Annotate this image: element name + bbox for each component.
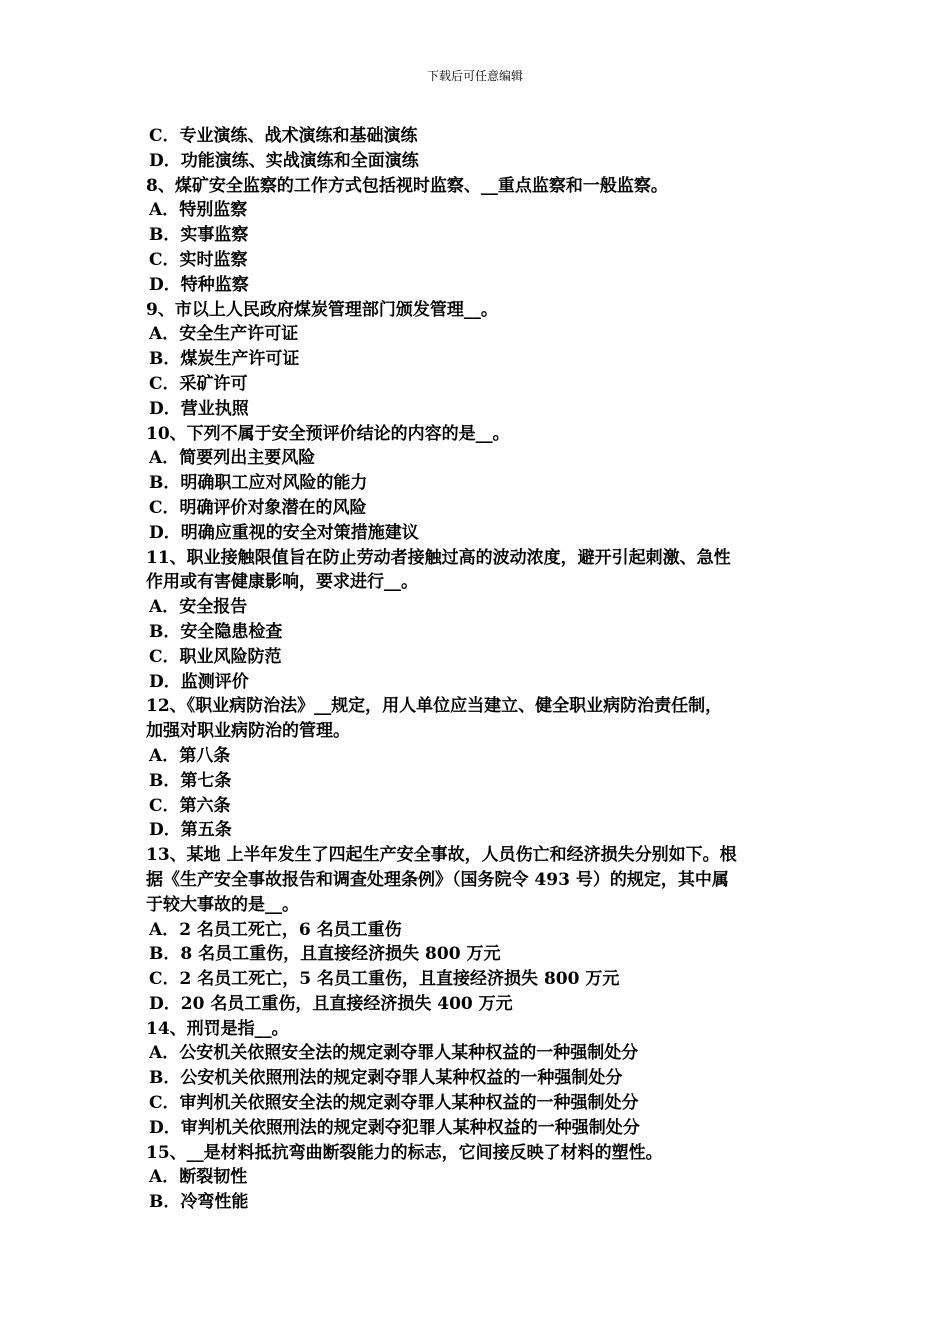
answer-option: C．明确评价对象潜在的风险 [149, 497, 367, 518]
answer-option: A．特别监察 [149, 200, 248, 221]
answer-option: D．审判机关依照刑法的规定剥夺犯罪人某种权益的一种强制处分 [149, 1117, 640, 1138]
answer-option: A．简要列出主要风险 [149, 448, 316, 469]
question-text: 加强对职业病防治的管理。 [146, 721, 350, 742]
answer-option: C．第六条 [149, 795, 231, 816]
answer-option: B．煤炭生产许可证 [149, 349, 300, 370]
question-text: 10、下列不属于安全预评价结论的内容的是__。 [146, 423, 510, 444]
answer-option: A．断裂韧性 [149, 1167, 248, 1188]
answer-option: B．8 名员工重伤，且直接经济损失 800 万元 [149, 944, 501, 965]
answer-option: A．公安机关依照安全法的规定剥夺罪人某种权益的一种强制处分 [149, 1043, 639, 1064]
answer-option: C．采矿许可 [149, 373, 248, 394]
answer-option: D．20 名员工重伤，且直接经济损失 400 万元 [149, 993, 513, 1014]
question-text: 于较大事故的是__。 [146, 894, 299, 915]
document-body [146, 124, 811, 1215]
answer-option: B．冷弯性能 [149, 1192, 249, 1213]
question-text: 9、市以上人民政府煤炭管理部门颁发管理__。 [146, 299, 498, 320]
answer-option: D．明确应重视的安全对策措施建议 [149, 522, 419, 543]
answer-option: A．安全生产许可证 [149, 324, 299, 345]
answer-option: C．审判机关依照安全法的规定剥夺罪人某种权益的一种强制处分 [149, 1093, 639, 1114]
answer-option: B．安全隐患检查 [149, 621, 283, 642]
answer-option: D．特种监察 [149, 274, 249, 295]
answer-option: A．2 名员工死亡，6 名员工重伤 [149, 919, 402, 940]
question-text: 作用或有害健康影响，要求进行__。 [146, 572, 418, 593]
question-text: 13、某地 上半年发生了四起生产安全事故，人员伤亡和经济损失分别如下。根 [146, 845, 737, 866]
page-header: 下载后可任意编辑 [426, 69, 523, 83]
answer-option: D．第五条 [149, 820, 232, 841]
answer-option: B．实事监察 [149, 225, 249, 246]
answer-option: A．安全报告 [149, 597, 248, 618]
answer-option: D．营业执照 [149, 398, 249, 419]
answer-option: C．职业风险防范 [149, 646, 282, 667]
answer-option: C．专业演练、战术演练和基础演练 [149, 126, 418, 146]
answer-option: B．明确职工应对风险的能力 [149, 473, 368, 494]
answer-option: B．第七条 [149, 770, 232, 791]
answer-option: C．2 名员工死亡，5 名员工重伤，且直接经济损失 800 万元 [149, 969, 620, 990]
question-text: 11、职业接触限值旨在防止劳动者接触过高的波动浓度，避开引起刺激、急性 [146, 547, 731, 568]
question-text: 8、煤矿安全监察的工作方式包括视时监察、__重点监察和一般监察。 [146, 175, 668, 196]
question-text: 14、刑罚是指__。 [146, 1018, 289, 1039]
question-text: 15、__是材料抵抗弯曲断裂能力的标志，它间接反映了材料的塑性。 [146, 1142, 663, 1163]
question-text: 据《生产安全事故报告和调查处理条例》（国务院令 493 号）的规定，其中属 [146, 869, 729, 890]
answer-option: D．监测评价 [149, 671, 249, 692]
answer-option: C．实时监察 [149, 249, 248, 270]
answer-option: A．第八条 [149, 745, 231, 766]
question-text: 12、《职业病防治法》__规定，用人单位应当建立、健全职业病防治责任制， [146, 696, 723, 717]
answer-option: D．功能演练、实战演练和全面演练 [149, 150, 419, 171]
answer-option: B．公安机关依照刑法的规定剥夺罪人某种权益的一种强制处分 [149, 1068, 623, 1089]
